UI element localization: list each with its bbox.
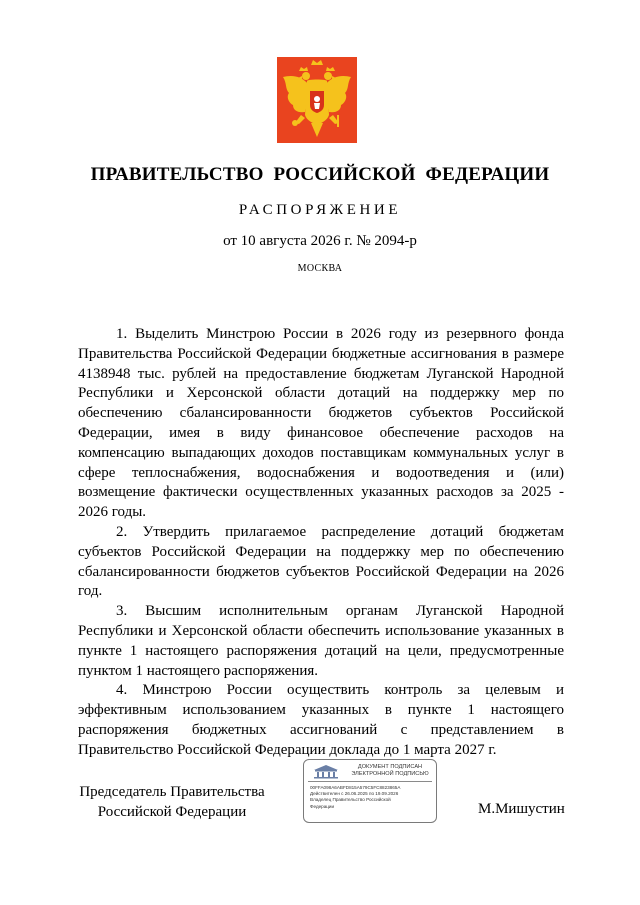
- signatory-position-line2: Российской Федерации: [97, 804, 247, 820]
- russian-coat-of-arms-icon: [277, 57, 357, 143]
- paragraph-1: 1. Выделить Минстрою России в 2026 году из резервного фонда Правительства Российской Федерации бюджетные ассигнования в размере 4138948 тыс. рублей на предоставление бюджетам Луганской Народной Республики и Херсонской области дотаций на поддержку мер по обеспечению сбалансированности бюджетов субъектов Российской Федерации, имея в виду финансовое обеспечение расходов на компенсацию выпадающих доходов поставщикам коммунальных услуг в сфере теплоснабжения, водоснабжения и водоотведения и (или) возмещение фактически осуществленных указанных расходов за 2025 - 2026 годы.: [78, 326, 564, 521]
- document-type: РАСПОРЯЖЕНИЕ: [238, 202, 402, 218]
- stamp-divider: [308, 781, 432, 782]
- signatory-name: М.Мишустин: [478, 801, 565, 817]
- signatory-position: [72, 782, 272, 822]
- stamp-owner-line2: Федерации: [310, 803, 335, 809]
- electronic-signature-stamp: [303, 759, 437, 823]
- document-city: МОСКВА: [297, 263, 343, 274]
- paragraph-4: 4. Минстрою России осуществить контроль за целевым и эффективным использованием указанных в пункте 1 настоящего распоряжения бюджетных ассигнований с представлением в Правительство Российской Федерации доклада до 1 марта 2027 г.: [78, 682, 564, 758]
- stamp-details: [310, 785, 434, 810]
- paragraph-3: 3. Высшим исполнительным органам Луганской Народной Республики и Херсонской области обеспечить использование указанных в пункте 1 настоящего распоряжения дотаций на цели, предусмотренные пунктом 1 настоящего распоряжения.: [78, 603, 564, 679]
- stamp-serial: 00FFA098A6ABFD815A579C5FC8823865A: [310, 785, 401, 790]
- stamp-validity: Действителен с 26.06.2025 по 19.09.2026: [310, 791, 399, 797]
- document-body: [78, 325, 564, 761]
- signatory-position-line1: Председатель Правительства: [79, 784, 265, 800]
- document-date-number: от 10 августа 2026 г. № 2094-р: [223, 233, 417, 249]
- building-icon: [312, 764, 340, 779]
- stamp-heading: [344, 764, 436, 777]
- government-title: ПРАВИТЕЛЬСТВО РОССИЙСКОЙ ФЕДЕРАЦИИ: [90, 164, 550, 185]
- paragraph-2: 2. Утвердить прилагаемое распределение дотаций бюджетам субъектов Российской Федерации на поддержку мер по обеспечению сбалансированности бюджетов субъектов Российской Федерации на 2026 год.: [78, 523, 564, 600]
- stamp-heading-line2: ЭЛЕКТРОННОЙ ПОДПИСЬЮ: [351, 770, 429, 777]
- stamp-heading-line1: ДОКУМЕНТ ПОДПИСАН: [357, 764, 423, 770]
- stamp-owner-line1: Владелец Правительство Российской: [310, 797, 391, 803]
